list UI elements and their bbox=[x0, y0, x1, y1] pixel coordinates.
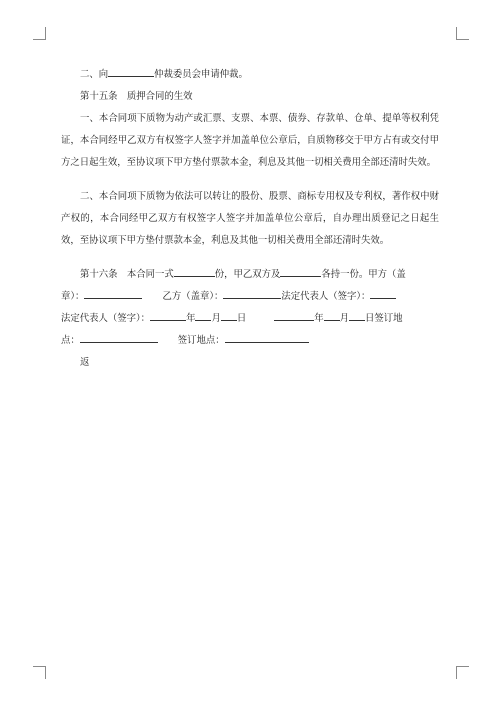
arbitration-prefix: 二、向 bbox=[80, 69, 109, 80]
corner-mark-top-left bbox=[33, 27, 46, 40]
blank-field bbox=[150, 311, 186, 321]
year-label: 年 bbox=[314, 313, 324, 324]
year-label: 年 bbox=[186, 313, 196, 324]
paragraph-pledge-rights: 二、本合同项下质物为依法可以转让的股份、股票、商标专用权及专利权，著作权中财产权的，本合同经甲乙双方有权签字人签字并加盖单位公章后，自办理出质登记之日起生效，至协议项下甲方垫付票款本金，利息及其他一切相关费用全部还清时失效。 bbox=[61, 191, 439, 246]
blank-field bbox=[280, 267, 321, 277]
document-body bbox=[61, 64, 439, 374]
point-label: 点： bbox=[61, 335, 80, 346]
article-16-line-4 bbox=[61, 330, 439, 352]
corner-mark-bottom-right bbox=[456, 666, 469, 679]
month-label: 月 bbox=[211, 313, 221, 324]
blank-field bbox=[370, 289, 396, 299]
blank-field bbox=[80, 333, 158, 343]
corner-mark-top-right bbox=[456, 27, 469, 40]
article-16-line-3 bbox=[61, 308, 439, 330]
blank-field bbox=[349, 311, 365, 321]
month-label: 月 bbox=[339, 313, 350, 324]
paragraph-pledge-movable: 一、本合同项下质物为动产或汇票、支票、本票、债券、存款单、仓单、提单等权利凭证，本合同经甲乙双方有权签字人签字并加盖单位公章后，自质物移交于甲方占有或交付甲方之日起生效，至协议项下甲方垫付票款本金，利息及其他一切相关费用全部还清时失效。 bbox=[61, 113, 439, 168]
party-b-seal-label: 乙方（盖章）： bbox=[162, 291, 224, 302]
blank-field bbox=[274, 311, 314, 321]
blank-field bbox=[223, 289, 281, 299]
blank-field bbox=[174, 267, 215, 277]
article-16-line-1 bbox=[61, 264, 439, 286]
article-15-heading: 第十五条 质押合同的生效 bbox=[80, 91, 193, 102]
last-line: 返 bbox=[80, 357, 90, 368]
article-16-text-a: 第十六条 本合同一式 bbox=[80, 269, 174, 280]
sign-place-label: 签订地点： bbox=[177, 335, 225, 346]
blank-field bbox=[225, 333, 309, 343]
legal-rep-label-1: 法定代表人（签字）： bbox=[281, 291, 371, 302]
blank-field bbox=[324, 311, 340, 321]
blank-field bbox=[195, 311, 211, 321]
blank-field bbox=[108, 67, 154, 77]
article-16-text-b: 份，甲乙双方及 bbox=[214, 269, 281, 280]
sign-date-place-label: 日签订地 bbox=[365, 313, 403, 324]
arbitration-line bbox=[61, 64, 439, 86]
blank-field bbox=[84, 289, 142, 299]
arbitration-suffix: 仲裁委员会申请仲裁。 bbox=[154, 69, 248, 80]
day-label: 日 bbox=[236, 313, 247, 324]
article-16-text-c: 各持一份。甲方（盖 bbox=[321, 269, 406, 280]
corner-mark-bottom-left bbox=[33, 666, 46, 679]
blank-field bbox=[221, 311, 237, 321]
legal-rep-label-2: 法定代表人（签字）： bbox=[61, 313, 151, 324]
party-a-seal-label: 章）： bbox=[61, 291, 85, 302]
article-16-line-2 bbox=[61, 286, 439, 308]
